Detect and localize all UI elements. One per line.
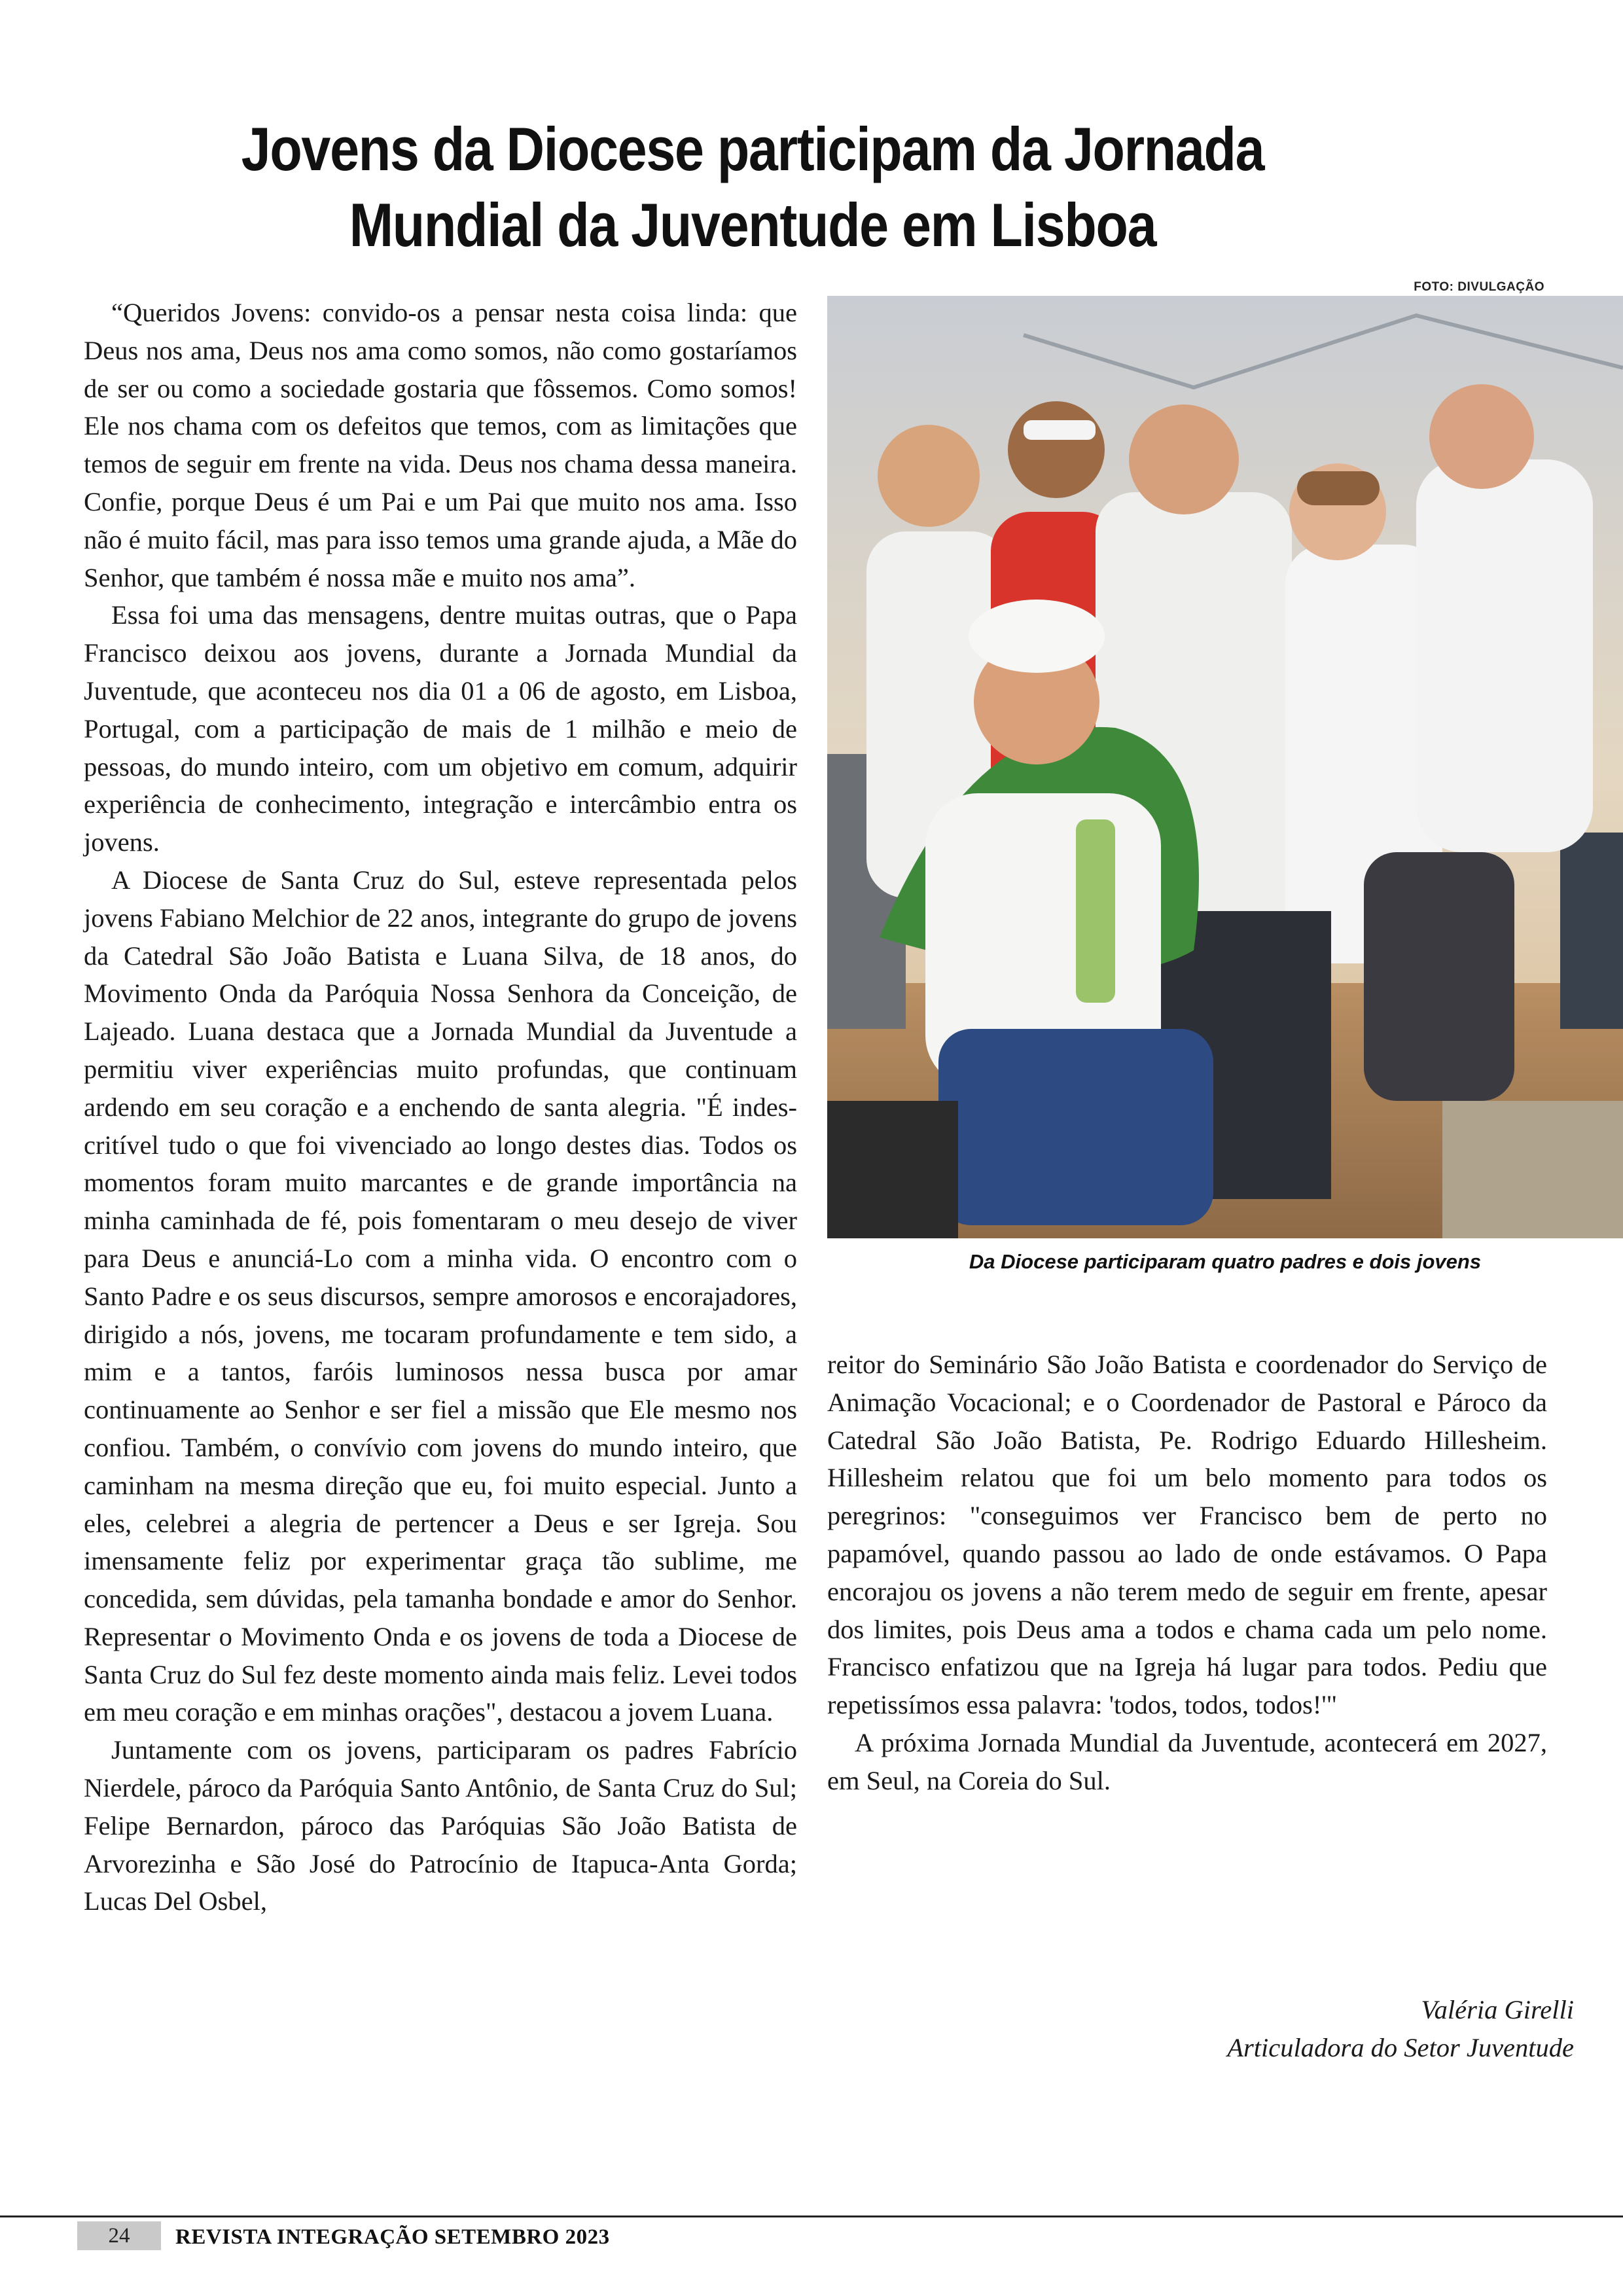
article-column-left xyxy=(84,294,797,1920)
headline-line-1: Jovens da Diocese participam da Jornada xyxy=(241,115,1264,183)
article-headline xyxy=(218,111,1287,263)
author-name: Valéria Girelli xyxy=(1421,1995,1574,2024)
article-paragraph: A próxima Jornada Mundial da Juventude, acontecerá em 2027, em Seul, na Coreia do Sul. xyxy=(827,1727,1547,1795)
author-signature xyxy=(982,1991,1574,2067)
photo-credit: FOTO: DIVULGAÇÃO xyxy=(1414,280,1544,294)
article-column-right xyxy=(827,1346,1547,1800)
article-paragraph: Essa foi uma das mensagens, dentre muitas outras, que o Papa Francisco deixou aos jovens, durante a Jornada Mundial da Juventude, que aconteceu nos dia 01 a 06 de agosto, em Lisboa, Portugal, com a participação de mais de 1 milhão e meio de pessoas, do mundo inteiro, com um objetivo em comum, adquirir experiência de conhecimento, integração e intercâmbio entra os jovens. xyxy=(84,600,797,857)
photo-caption: Da Diocese participaram quatro padres e dois jovens xyxy=(969,1250,1482,1273)
group-photo xyxy=(827,296,1623,1238)
page-number: 24 xyxy=(77,2221,161,2250)
article-paragraph: “Queridos Jovens: convido-os a pensar nesta coisa linda: que Deus nos ama, Deus nos ama como somos, não como gostaríamos de ser ou como a sociedade gostaria que fôssemos. Como somos! Ele nos chama com os defeitos que temos, com as limitações que temos de seguir em frente na vida. Deus nos chama dessa maneira. Confie, porque Deus é um Pai e um Pai que muito nos ama. Isso não é muito fácil, mas para isso temos uma grande ajuda, a Mãe do Senhor, que também é nossa mãe e muito nos ama”. xyxy=(84,298,797,592)
publication-title: REVISTA INTEGRAÇÃO SETEMBRO 2023 xyxy=(175,2225,610,2249)
footer-divider xyxy=(0,2215,1623,2217)
author-role: Articuladora do Setor Juventude xyxy=(1227,2033,1574,2062)
article-paragraph: reitor do Seminário São João Batista e coordenador do Serviço de Animação Vocacional; e o Coordenador de Pastoral e Pároco da Catedral São João Batista, Pe. Rodrigo Eduardo Hillesheim. Hillesheim relatou que foi um belo momento para todos os peregrinos: "conseguimos ver Francisco bem de perto no papamóvel, quando passou ao lado de onde estávamos. O Papa encorajou os jovens a não terem medo de seguir em frente, apesar dos limites, pois Deus ama a todos e chama cada um pelo nome. Francisco enfatizou que na Igreja há lugar para todos. Pediu que repetissímos essa palavra: 'todos, todos, todos!'" xyxy=(827,1350,1547,1720)
group-photo-illustration xyxy=(827,296,1623,1238)
article-paragraph: Juntamente com os jovens, participaram os padres Fabrício Nierdele, pároco da Paróquia Santo Antônio, de Santa Cruz do Sul; Felipe Bernardon, pároco das Paróquias São João Batista de Arvorezinha e São José do Patrocínio de Itapuca-Anta Gorda; Lucas Del Osbel, xyxy=(84,1735,797,1916)
article-paragraph: A Diocese de Santa Cruz do Sul, esteve representada pelos jovens Fabiano Melchior de 22 anos, integrante do grupo de jovens da Catedral São João Batista e Luana Silva, de 18 anos, do Movimento Onda da Paróquia Nossa Senhora da Conceição, de Lajeado. Luana destaca que a Jornada Mundial da Juventude a permitiu viver experiências muito profundas, que continuam ardendo em seu coração e a enchendo de santa alegria. "É indescritível tudo o que foi vivenciado ao longo destes dias. Todos os momentos foram muito marcantes e de grande importância na minha caminhada de fé, pois fomentaram o meu desejo de viver para Deus e anunciá-Lo com a minha vida. O encontro com o Santo Padre e os seus discursos, sempre amorosos e encorajadores, dirigido a nós, jovens, me tocaram profundamente e tem sido, a mim e a tantos, faróis luminosos nessa busca por amar continuamente ao Senhor e ser fiel a missão que Ele mesmo nos confiou. Também, o convívio com jovens do mundo inteiro, que caminham na mesma direção que eu, foi muito especial. Junto a eles, celebrei a alegria de pertencer a Deus e ser Igreja. Sou imensamente feliz por experimentar graça tão sublime, me concedida, sem dúvidas, pela tamanha bondade e amor do Senhor. Representar o Movimento Onda e os jovens de toda a Diocese de Santa Cruz do Sul fez deste momento ainda mais feliz. Levei todos em meu coração e em minhas orações", destacou a jovem Luana. xyxy=(84,865,797,1727)
headline-line-2: Mundial da Juventude em Lisboa xyxy=(349,190,1156,259)
